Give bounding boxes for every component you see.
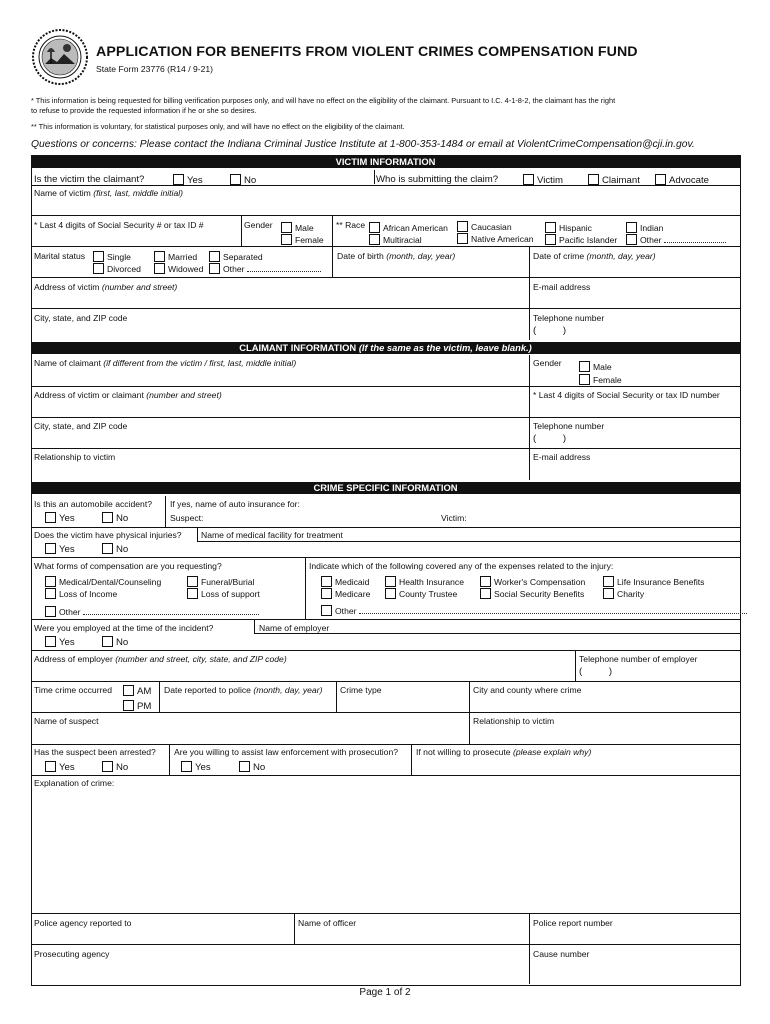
checkbox[interactable] bbox=[588, 174, 599, 185]
suspect-name-label[interactable]: Name of suspect bbox=[34, 716, 99, 726]
race-native-american[interactable]: Native American bbox=[457, 233, 534, 244]
employed-label: Were you employed at the time of the incident? bbox=[34, 623, 214, 633]
arrested-no[interactable]: No bbox=[102, 761, 128, 773]
victim-email-label[interactable]: E-mail address bbox=[533, 282, 591, 292]
claimant-name-label[interactable]: Name of claimant (if different from the victim / first, last, middle initial) bbox=[34, 358, 297, 368]
victim-name-label[interactable]: Name of victim (first, last, middle initial) bbox=[34, 188, 183, 198]
victim-address-label[interactable]: Address of victim (number and street) bbox=[34, 282, 178, 292]
auto-insurance-suspect[interactable]: Suspect: bbox=[170, 513, 204, 523]
victim-ssn-label[interactable]: * Last 4 digits of Social Security # or tax ID # bbox=[34, 220, 204, 230]
assist-prosecution-label: Are you willing to assist law enforcement with prosecution? bbox=[174, 747, 399, 757]
victim-claimant-yes[interactable]: Yes bbox=[173, 174, 203, 186]
claimant-phone-area: ( ) bbox=[533, 433, 567, 444]
arrested-yes[interactable]: Yes bbox=[45, 761, 75, 773]
contact-line: Questions or concerns: Please contact the Indiana Criminal Justice Institute at 1-800-353-1484 or email at ViolentCrimeCompensation@cji.in.gov. bbox=[31, 139, 695, 150]
race-indian[interactable]: Indian bbox=[626, 222, 663, 233]
compensation-forms-label: What forms of compensation are you requesting? bbox=[34, 561, 222, 571]
victim-phone-label[interactable]: Telephone number bbox=[533, 313, 605, 323]
time-pm[interactable]: PM bbox=[123, 700, 151, 712]
crime-date-label[interactable]: Date of crime (month, day, year) bbox=[533, 251, 656, 261]
checkbox[interactable] bbox=[173, 174, 184, 185]
race-label: ** Race bbox=[336, 220, 366, 230]
exp-workers-comp[interactable]: Worker's Compensation bbox=[480, 576, 585, 587]
police-report-number-label[interactable]: Police report number bbox=[533, 918, 613, 928]
victim-gender-label: Gender bbox=[244, 220, 273, 230]
exp-county-trustee[interactable]: County Trustee bbox=[385, 588, 457, 599]
exp-medicare[interactable]: Medicare bbox=[321, 588, 370, 599]
race-multiracial[interactable]: Multiracial bbox=[369, 234, 422, 245]
comp-loss-support[interactable]: Loss of support bbox=[187, 588, 260, 599]
billing-note-line2: to refuse to provide the requested information if he or she so desires. bbox=[31, 106, 257, 115]
victim-gender-male[interactable]: Male bbox=[281, 222, 314, 233]
auto-accident-no[interactable]: No bbox=[102, 512, 128, 524]
exp-life-insurance[interactable]: Life Insurance Benefits bbox=[603, 576, 704, 587]
auto-insurance-label: If yes, name of auto insurance for: bbox=[170, 499, 300, 509]
cause-number-label[interactable]: Cause number bbox=[533, 949, 590, 959]
claimant-gender-female[interactable]: Female bbox=[579, 374, 622, 385]
physical-injuries-label: Does the victim have physical injuries? bbox=[34, 530, 182, 540]
crime-section-heading: CRIME SPECIFIC INFORMATION bbox=[31, 482, 740, 494]
prosecuting-agency-label[interactable]: Prosecuting agency bbox=[34, 949, 110, 959]
medical-facility-label[interactable]: Name of medical facility for treatment bbox=[201, 530, 343, 540]
marital-divorced[interactable]: Divorced bbox=[93, 263, 141, 274]
marital-married[interactable]: Married bbox=[154, 251, 197, 262]
officer-name-label[interactable]: Name of officer bbox=[298, 918, 357, 928]
police-agency-label[interactable]: Police agency reported to bbox=[34, 918, 132, 928]
employer-phone-area: ( ) bbox=[579, 666, 613, 677]
comp-funeral[interactable]: Funeral/Burial bbox=[187, 576, 255, 587]
claimant-gender-male[interactable]: Male bbox=[579, 361, 612, 372]
comp-other[interactable]: Other bbox=[45, 606, 259, 617]
race-hispanic[interactable]: Hispanic bbox=[545, 222, 592, 233]
is-victim-claimant-label: Is the victim the claimant? bbox=[34, 174, 145, 185]
claimant-city-label[interactable]: City, state, and ZIP code bbox=[34, 421, 128, 431]
assist-yes[interactable]: Yes bbox=[181, 761, 211, 773]
billing-note-line1: * This information is being requested for billing verification purposes only, and will have no effect on the eligibility of the claimant. Pursuant to I.C. 4-1-8-2, the claimant has the right bbox=[31, 96, 616, 105]
time-crime-label: Time crime occurred bbox=[34, 685, 112, 695]
exp-charity[interactable]: Charity bbox=[603, 588, 644, 599]
comp-medical[interactable]: Medical/Dental/Counseling bbox=[45, 576, 161, 587]
exp-social-security[interactable]: Social Security Benefits bbox=[480, 588, 584, 599]
suspect-arrested-label: Has the suspect been arrested? bbox=[34, 747, 156, 757]
injuries-yes[interactable]: Yes bbox=[45, 543, 75, 555]
employer-address-label[interactable]: Address of employer (number and street, city, state, and ZIP code) bbox=[34, 654, 287, 664]
expenses-label: Indicate which of the following covered any of the expenses related to the injury: bbox=[309, 561, 614, 571]
comp-loss-income[interactable]: Loss of Income bbox=[45, 588, 117, 599]
submitter-claimant[interactable]: Claimant bbox=[588, 174, 640, 186]
claimant-address-label[interactable]: Address of victim or claimant (number and street) bbox=[34, 390, 222, 400]
claimant-section-heading: CLAIMANT INFORMATION (If the same as the victim, leave blank.) bbox=[31, 342, 740, 354]
marital-separated[interactable]: Separated bbox=[209, 251, 263, 262]
state-seal-icon bbox=[31, 28, 89, 86]
claimant-relationship-label[interactable]: Relationship to victim bbox=[34, 452, 116, 462]
marital-other[interactable]: Other bbox=[209, 263, 321, 274]
marital-status-label: Marital status bbox=[34, 251, 86, 261]
claimant-email-label[interactable]: E-mail address bbox=[533, 452, 591, 462]
who-submitting-label: Who is submitting the claim? bbox=[376, 174, 499, 185]
marital-widowed[interactable]: Widowed bbox=[154, 263, 203, 274]
submitter-victim[interactable]: Victim bbox=[523, 174, 563, 186]
victim-gender-female[interactable]: Female bbox=[281, 234, 324, 245]
victim-city-label[interactable]: City, state, and ZIP code bbox=[34, 313, 128, 323]
checkbox[interactable] bbox=[655, 174, 666, 185]
claimant-gender-label: Gender bbox=[533, 358, 562, 368]
submitter-advocate[interactable]: Advocate bbox=[655, 174, 709, 186]
crime-type-label[interactable]: Crime type bbox=[340, 685, 382, 695]
victim-dob-label[interactable]: Date of birth (month, day, year) bbox=[337, 251, 456, 261]
claimant-phone-label[interactable]: Telephone number bbox=[533, 421, 605, 431]
time-am[interactable]: AM bbox=[123, 685, 151, 697]
exp-other[interactable]: Other bbox=[321, 605, 747, 616]
page-number: Page 1 of 2 bbox=[359, 987, 411, 998]
exp-medicaid[interactable]: Medicaid bbox=[321, 576, 369, 587]
race-caucasian[interactable]: Caucasian bbox=[457, 221, 512, 232]
date-reported-label[interactable]: Date reported to police (month, day, year) bbox=[164, 685, 323, 695]
claimant-ssn-label[interactable]: * Last 4 digits of Social Security or tax ID number bbox=[533, 390, 720, 400]
city-county-label[interactable]: City and county where crime bbox=[473, 685, 582, 695]
race-other[interactable]: Other bbox=[626, 234, 726, 245]
exp-health-insurance[interactable]: Health Insurance bbox=[385, 576, 464, 587]
employed-no[interactable]: No bbox=[102, 636, 128, 648]
suspect-relationship-label[interactable]: Relationship to victim bbox=[473, 716, 555, 726]
form-title: APPLICATION FOR BENEFITS FROM VIOLENT CRIMES COMPENSATION FUND bbox=[96, 44, 638, 60]
auto-accident-yes[interactable]: Yes bbox=[45, 512, 75, 524]
victim-section-heading: VICTIM INFORMATION bbox=[31, 156, 740, 168]
statistics-note: ** This information is voluntary, for statistical purposes only, and will have no effect on the eligibility of the claimant. bbox=[31, 122, 405, 131]
employer-name-label[interactable]: Name of employer bbox=[259, 623, 330, 633]
checkbox[interactable] bbox=[230, 174, 241, 185]
injuries-no[interactable]: No bbox=[102, 543, 128, 555]
assist-no[interactable]: No bbox=[239, 761, 265, 773]
form-number: State Form 23776 (R14 / 9-21) bbox=[96, 64, 214, 74]
victim-claimant-no[interactable]: No bbox=[230, 174, 256, 186]
employer-phone-label[interactable]: Telephone number of employer bbox=[579, 654, 698, 664]
victim-phone-area: ( ) bbox=[533, 325, 567, 336]
auto-insurance-victim[interactable]: Victim: bbox=[441, 513, 467, 523]
race-pacific-islander[interactable]: Pacific Islander bbox=[545, 234, 617, 245]
marital-single[interactable]: Single bbox=[93, 251, 131, 262]
employed-yes[interactable]: Yes bbox=[45, 636, 75, 648]
checkbox[interactable] bbox=[523, 174, 534, 185]
race-african-american[interactable]: African American bbox=[369, 222, 448, 233]
not-willing-explain-label[interactable]: If not willing to prosecute (please explain why) bbox=[416, 747, 592, 757]
explanation-label[interactable]: Explanation of crime: bbox=[34, 778, 115, 788]
auto-accident-label: Is this an automobile accident? bbox=[34, 499, 152, 509]
